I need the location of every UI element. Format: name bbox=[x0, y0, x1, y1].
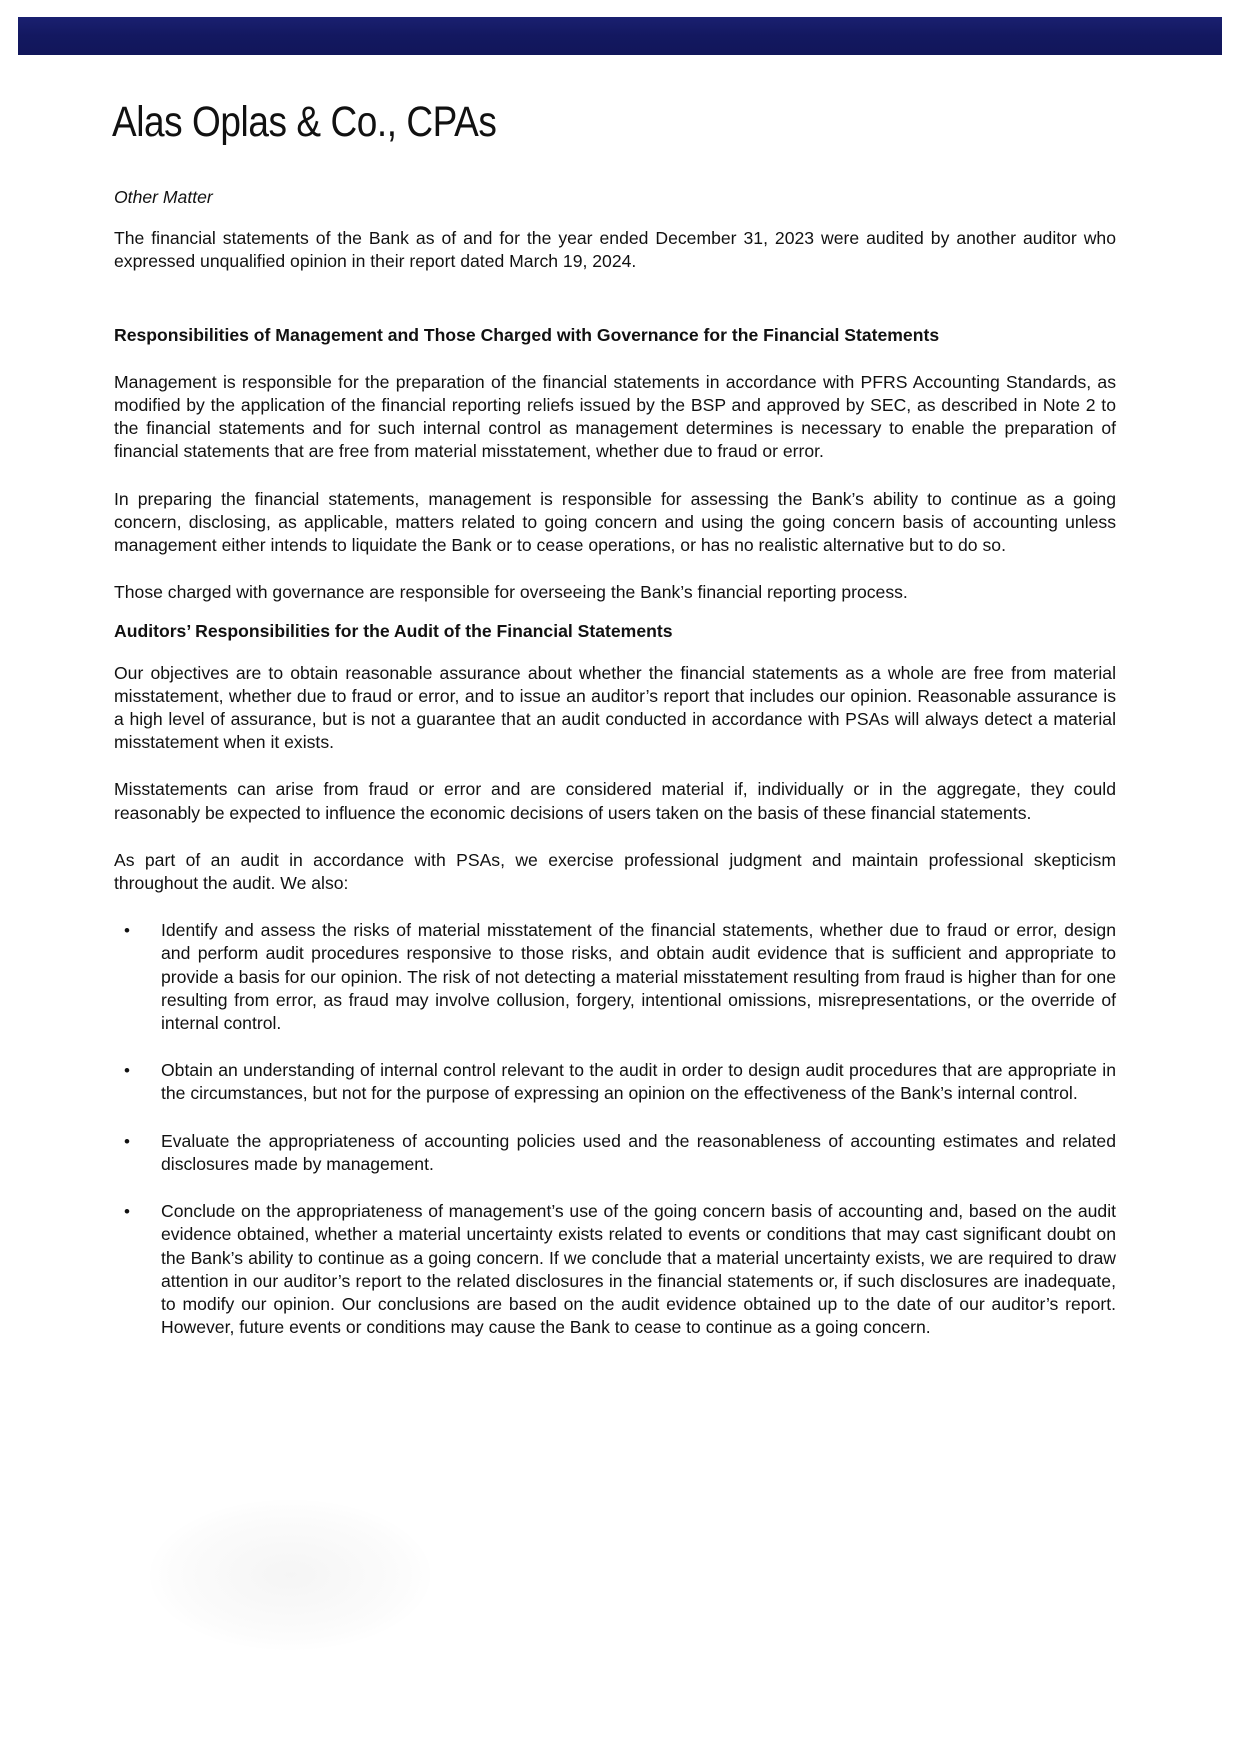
list-item bbox=[114, 1200, 1116, 1339]
list-item-text: Identify and assess the risks of material misstatement of the financial statements, whether due to fraud or error, design and perform audit procedures responsive to those risks, and obtain audit evidence that is sufficient and appropriate to provide a basis for our opinion. The risk of not detecting a material misstatement resulting from fraud is higher than for one resulting from error, as fraud may involve collusion, forgery, intentional omissions, misrepresentations, or the override of internal control. bbox=[161, 920, 1116, 1034]
letterhead-banner bbox=[18, 17, 1222, 55]
list-item-text: Evaluate the appropriateness of accounting policies used and the reasonableness of accounting estimates and related disclosures made by management. bbox=[161, 1130, 1116, 1174]
list-item bbox=[114, 1130, 1116, 1176]
audit-procedures-list bbox=[114, 919, 1116, 1339]
auditors-paragraph-3: As part of an audit in accordance with PSAs, we exercise professional judgment and maintain professional skepticism throughout the audit. We also: bbox=[114, 849, 1116, 894]
management-responsibilities-heading: Responsibilities of Management and Those Charged with Governance for the Financial Statements bbox=[114, 324, 940, 345]
list-item-text: Obtain an understanding of internal control relevant to the audit in order to design audit procedures that are appropriate in the circumstances, but not for the purpose of expressing an opinion on the effectiveness of the Bank’s internal control. bbox=[161, 1060, 1116, 1104]
list-item-text: Conclude on the appropriateness of management’s use of the going concern basis of accounting and, based on the audit evidence obtained, whether a material uncertainty exists related to events or conditions that may cast significant doubt on the Bank’s ability to continue as a going concern. If we conclude that a material uncertainty exists, we are required to draw attention in our auditor’s report to the related disclosures in the financial statements or, if such disclosures are inadequate, to modify our opinion. Our conclusions are based on the audit evidence obtained up to the date of our auditor’s report. However, future events or conditions may cause the Bank to cease to continue as a going concern. bbox=[161, 1201, 1116, 1338]
auditors-paragraph-1: Our objectives are to obtain reasonable assurance about whether the financial statements as a whole are free from material misstatement, whether due to fraud or error, and to issue an auditor’s report that includes our opinion. Reasonable assurance is a high level of assurance, but is not a guarantee that an audit conducted in accordance with PSAs will always detect a material misstatement when it exists. bbox=[114, 662, 1116, 753]
governance-paragraph: Those charged with governance are responsible for overseeing the Bank’s financial reporting process. bbox=[114, 582, 908, 603]
other-matter-paragraph: The financial statements of the Bank as of and for the year ended December 31, 2023 were audited by another auditor who expressed unqualified opinion in their report dated March 19, 2024. bbox=[114, 228, 1116, 272]
bullet-icon: • bbox=[124, 1061, 130, 1081]
firm-name: Alas Oplas & Co., CPAs bbox=[112, 98, 497, 146]
bullet-icon: • bbox=[124, 921, 130, 941]
list-item bbox=[114, 1059, 1116, 1105]
management-paragraph-1: Management is responsible for the preparation of the financial statements in accordance with PFRS Accounting Standards, as modified by the application of the financial reporting reliefs issued by the BSP and approved by SEC, as described in Note 2 to the financial statements and for such internal control as management determines is necessary to enable the preparation of financial statements that are free from material misstatement, whether due to fraud or error. bbox=[114, 371, 1116, 462]
management-paragraph-2: In preparing the financial statements, management is responsible for assessing the Bank’s ability to continue as a going concern, disclosing, as applicable, matters related to going concern and using the going concern basis of accounting unless management either intends to liquidate the Bank or to cease operations, or has no realistic alternative but to do so. bbox=[114, 488, 1116, 556]
bullet-icon: • bbox=[124, 1131, 130, 1151]
document-body bbox=[114, 186, 1116, 1363]
list-item bbox=[114, 919, 1116, 1035]
other-matter-title: Other Matter bbox=[114, 187, 213, 207]
auditors-paragraph-2: Misstatements can arise from fraud or error and are considered material if, individually or in the aggregate, they could reasonably be expected to influence the economic decisions of users taken on the basis of these financial statements. bbox=[114, 779, 1116, 823]
bullet-icon: • bbox=[124, 1202, 130, 1222]
embossed-seal-icon bbox=[150, 1500, 430, 1650]
auditors-responsibilities-heading: Auditors’ Responsibilities for the Audit of the Financial Statements bbox=[114, 621, 673, 642]
